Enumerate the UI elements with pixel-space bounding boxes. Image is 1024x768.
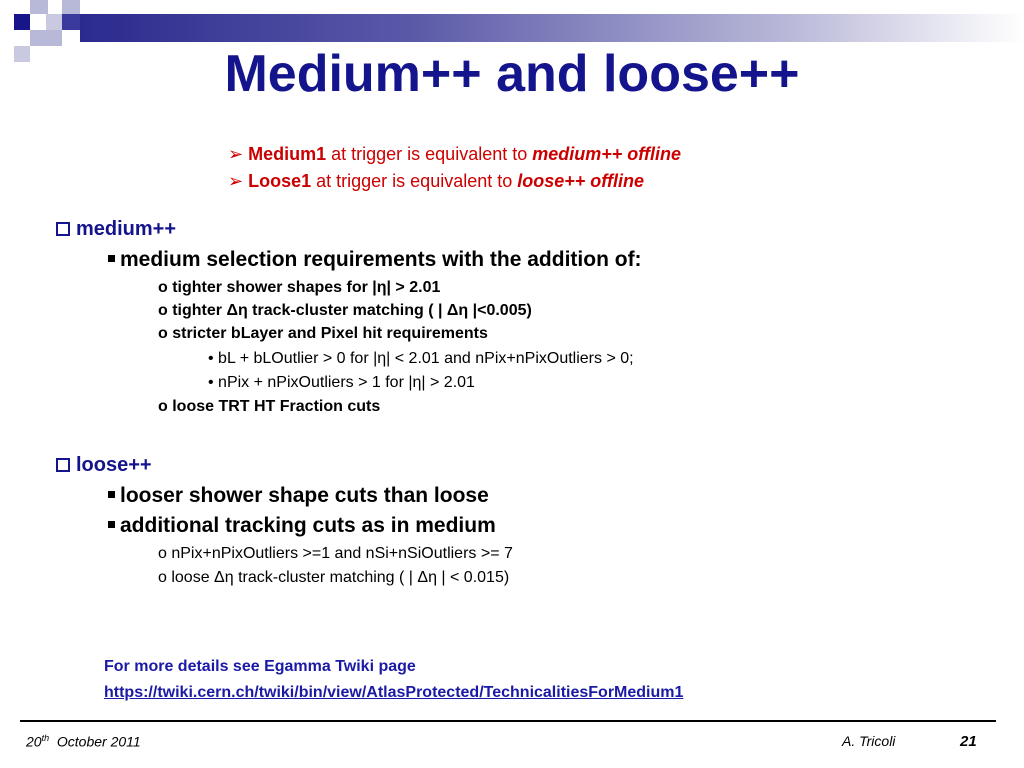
square-bullet-icon <box>108 521 115 528</box>
list-item <box>158 325 488 343</box>
footer-date <box>26 733 141 750</box>
list-item <box>158 569 509 587</box>
circle-bullet-icon: o <box>158 398 173 415</box>
note-text: at trigger is equivalent to <box>326 144 533 164</box>
note-emphasis: medium++ offline <box>532 144 681 164</box>
list-item <box>108 248 642 272</box>
footer-divider <box>20 720 996 722</box>
header-square-decoration <box>14 14 30 30</box>
list-item-text: additional tracking cuts as in medium <box>120 514 496 537</box>
square-bullet-icon <box>108 255 115 262</box>
dot-bullet-icon: • <box>208 374 219 391</box>
checkbox-bullet-icon <box>56 222 70 236</box>
header-square-decoration <box>46 14 62 30</box>
dot-bullet-icon: • <box>208 350 219 367</box>
note-strong: Loose1 <box>248 171 312 191</box>
page-number: 21 <box>960 733 977 750</box>
square-bullet-icon <box>108 491 115 498</box>
section-heading-label: medium++ <box>76 218 177 240</box>
list-item-text: looser shower shape cuts than loose <box>120 484 489 507</box>
footer-date-day: 20 <box>26 733 42 750</box>
header-square-decoration <box>62 0 80 14</box>
twiki-link[interactable]: https://twiki.cern.ch/twiki/bin/view/AtlasProtected/TechnicalitiesForMedium1 <box>104 684 684 701</box>
header-square-decoration <box>30 0 48 14</box>
list-item <box>158 279 440 297</box>
list-item-text: bL + bLOutlier > 0 for |η| < 2.01 and nPix+nPixOutliers > 0; <box>218 350 634 367</box>
list-item-text: stricter bLayer and Pixel hit requirements <box>172 325 488 342</box>
note-emphasis: loose++ offline <box>517 171 644 191</box>
note-strong: Medium1 <box>248 144 327 164</box>
section-heading-loose <box>56 454 152 477</box>
circle-bullet-icon: o <box>158 325 173 342</box>
list-item-text: tighter shower shapes for |η| > 2.01 <box>172 279 441 296</box>
list-item-text: medium selection requirements with the addition of: <box>120 248 642 271</box>
slide-title: Medium++ and loose++ <box>224 45 800 103</box>
list-item <box>108 514 496 538</box>
list-item-text: tighter Δη track-cluster matching ( | Δη |<0.005) <box>172 302 532 319</box>
circle-bullet-icon: o <box>158 569 172 586</box>
list-item <box>108 484 489 508</box>
list-item-text: nPix+nPixOutliers >=1 and nSi+nSiOutliers >= 7 <box>171 545 513 562</box>
header-square-decoration <box>62 14 80 30</box>
arrow-bullet-icon: ➢ <box>228 144 244 164</box>
arrow-bullet-icon: ➢ <box>228 171 244 191</box>
checkbox-bullet-icon <box>56 458 70 472</box>
section-heading-medium <box>56 218 176 241</box>
footer-date-rest: October 2011 <box>49 733 141 750</box>
trigger-note <box>228 144 681 165</box>
footer-author: A. Tricoli <box>842 733 896 749</box>
list-item-text: loose TRT HT Fraction cuts <box>172 398 381 415</box>
header-gradient-bar <box>80 14 1024 42</box>
circle-bullet-icon: o <box>158 279 173 296</box>
trigger-note <box>228 171 644 192</box>
details-text: For more details see Egamma Twiki page <box>104 658 416 675</box>
list-item-text: loose Δη track-cluster matching ( | Δη | < 0.015) <box>171 569 510 586</box>
list-item <box>208 374 475 392</box>
circle-bullet-icon: o <box>158 302 173 319</box>
circle-bullet-icon: o <box>158 545 172 562</box>
note-text: at trigger is equivalent to <box>311 171 518 191</box>
list-item <box>158 398 380 416</box>
list-item <box>158 545 513 563</box>
list-item-text: nPix + nPixOutliers > 1 for |η| > 2.01 <box>218 374 475 391</box>
footer-date-suffix: th <box>41 733 50 743</box>
list-item <box>158 302 532 320</box>
section-heading-label: loose++ <box>76 454 152 476</box>
list-item <box>208 350 634 368</box>
